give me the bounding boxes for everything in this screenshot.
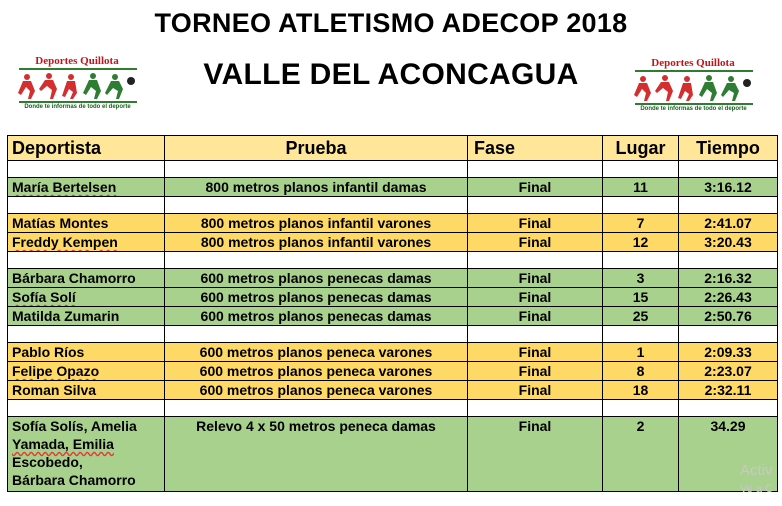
watermark-line: Activ bbox=[740, 462, 773, 479]
time: 3:16.12 bbox=[679, 178, 778, 197]
phase: Final bbox=[468, 214, 603, 233]
event-name: 600 metros planos penecas damas bbox=[165, 307, 468, 326]
time: 2:41.07 bbox=[679, 214, 778, 233]
event-name: 800 metros planos infantil varones bbox=[165, 214, 468, 233]
time: 2:50.76 bbox=[679, 307, 778, 326]
relay-athlete-line: Yamada, Emilia bbox=[12, 436, 114, 452]
spacer-row bbox=[8, 252, 778, 269]
phase: Final bbox=[468, 233, 603, 252]
place: 2 bbox=[603, 417, 679, 492]
athletes-silhouette-icon bbox=[633, 73, 753, 103]
phase: Final bbox=[468, 307, 603, 326]
header-deportista: Deportista bbox=[8, 136, 165, 161]
table-row bbox=[8, 178, 778, 197]
event-name: 600 metros planos peneca varones bbox=[165, 381, 468, 400]
watermark-line: Ve a C bbox=[740, 483, 774, 495]
phase: Final bbox=[468, 178, 603, 197]
table-row bbox=[8, 269, 778, 288]
phase: Final bbox=[468, 343, 603, 362]
table-row bbox=[8, 343, 778, 362]
table-row bbox=[8, 362, 778, 381]
phase: Final bbox=[468, 288, 603, 307]
athlete-name: Freddy Kempen bbox=[8, 233, 165, 252]
place: 18 bbox=[603, 381, 679, 400]
logo-divider bbox=[19, 101, 137, 103]
relay-athlete-line: Sofía Solís, Amelia bbox=[12, 418, 137, 434]
event-name: Relevo 4 x 50 metros peneca damas bbox=[165, 417, 468, 492]
event-name: 800 metros planos infantil damas bbox=[165, 178, 468, 197]
spacer-row bbox=[8, 326, 778, 343]
athlete-name: María Bertelsen bbox=[8, 178, 165, 197]
time: 2:26.43 bbox=[679, 288, 778, 307]
time: 3:20.43 bbox=[679, 233, 778, 252]
relay-athlete-line: Bárbara Chamorro bbox=[12, 472, 136, 488]
athlete-name: Sofía Solí bbox=[8, 288, 165, 307]
place: 3 bbox=[603, 269, 679, 288]
spacer-row bbox=[8, 400, 778, 417]
event-name: 800 metros planos infantil varones bbox=[165, 233, 468, 252]
event-name: 600 metros planos penecas damas bbox=[165, 288, 468, 307]
spacer-row bbox=[8, 197, 778, 214]
results-table bbox=[7, 135, 778, 492]
page-title: TORNEO ATLETISMO ADECOP 2018 bbox=[154, 8, 628, 38]
header-fase: Fase bbox=[468, 136, 603, 161]
header-prueba: Prueba bbox=[165, 136, 468, 161]
time: 2:09.33 bbox=[679, 343, 778, 362]
time: 2:23.07 bbox=[679, 362, 778, 381]
table-header-row bbox=[8, 136, 778, 161]
event-name: 600 metros planos penecas damas bbox=[165, 269, 468, 288]
table-row bbox=[8, 307, 778, 326]
athlete-name: Matías Montes bbox=[8, 214, 165, 233]
header-lugar: Lugar bbox=[603, 136, 679, 161]
athlete-name: Roman Silva bbox=[8, 381, 165, 400]
phase: Final bbox=[468, 417, 603, 492]
phase: Final bbox=[468, 269, 603, 288]
place: 15 bbox=[603, 288, 679, 307]
time: 34.29 bbox=[679, 417, 778, 492]
header-tiempo: Tiempo bbox=[679, 136, 778, 161]
table-row bbox=[8, 214, 778, 233]
place: 11 bbox=[603, 178, 679, 197]
time: 2:16.32 bbox=[679, 269, 778, 288]
logo-divider bbox=[19, 68, 137, 70]
page-subtitle: VALLE DEL ACONCAGUA bbox=[203, 58, 579, 91]
athletes-silhouette-icon bbox=[17, 71, 137, 101]
table-row bbox=[8, 381, 778, 400]
logo-tagline: Donde te informas de todo el deporte bbox=[24, 104, 131, 110]
logo-divider bbox=[635, 103, 753, 105]
event-name: 600 metros planos peneca varones bbox=[165, 362, 468, 381]
place: 8 bbox=[603, 362, 679, 381]
phase: Final bbox=[468, 381, 603, 400]
athlete-name: Felipe Opazo bbox=[8, 362, 165, 381]
deportes-quillota-logo bbox=[631, 56, 756, 120]
place: 12 bbox=[603, 233, 679, 252]
relay-row bbox=[8, 417, 778, 492]
activation-watermark bbox=[740, 462, 773, 498]
time: 2:32.11 bbox=[679, 381, 778, 400]
place: 25 bbox=[603, 307, 679, 326]
deportes-quillota-logo bbox=[15, 54, 140, 118]
spacer-row bbox=[8, 161, 778, 178]
relay-athlete-line: Escobedo, bbox=[12, 454, 83, 470]
logo-brand-text: Deportes Quillota bbox=[651, 57, 735, 69]
table-row bbox=[8, 233, 778, 252]
phase: Final bbox=[468, 362, 603, 381]
relay-athletes bbox=[8, 417, 165, 492]
athlete-name: Matilda Zumarin bbox=[8, 307, 165, 326]
event-name: 600 metros planos peneca varones bbox=[165, 343, 468, 362]
athlete-name: Pablo Ríos bbox=[8, 343, 165, 362]
logo-brand-text: Deportes Quillota bbox=[35, 55, 119, 67]
logo-tagline: Donde te informas de todo el deporte bbox=[640, 106, 747, 112]
place: 7 bbox=[603, 214, 679, 233]
logo-divider bbox=[635, 70, 753, 72]
place: 1 bbox=[603, 343, 679, 362]
table-row bbox=[8, 288, 778, 307]
athlete-name: Bárbara Chamorro bbox=[8, 269, 165, 288]
